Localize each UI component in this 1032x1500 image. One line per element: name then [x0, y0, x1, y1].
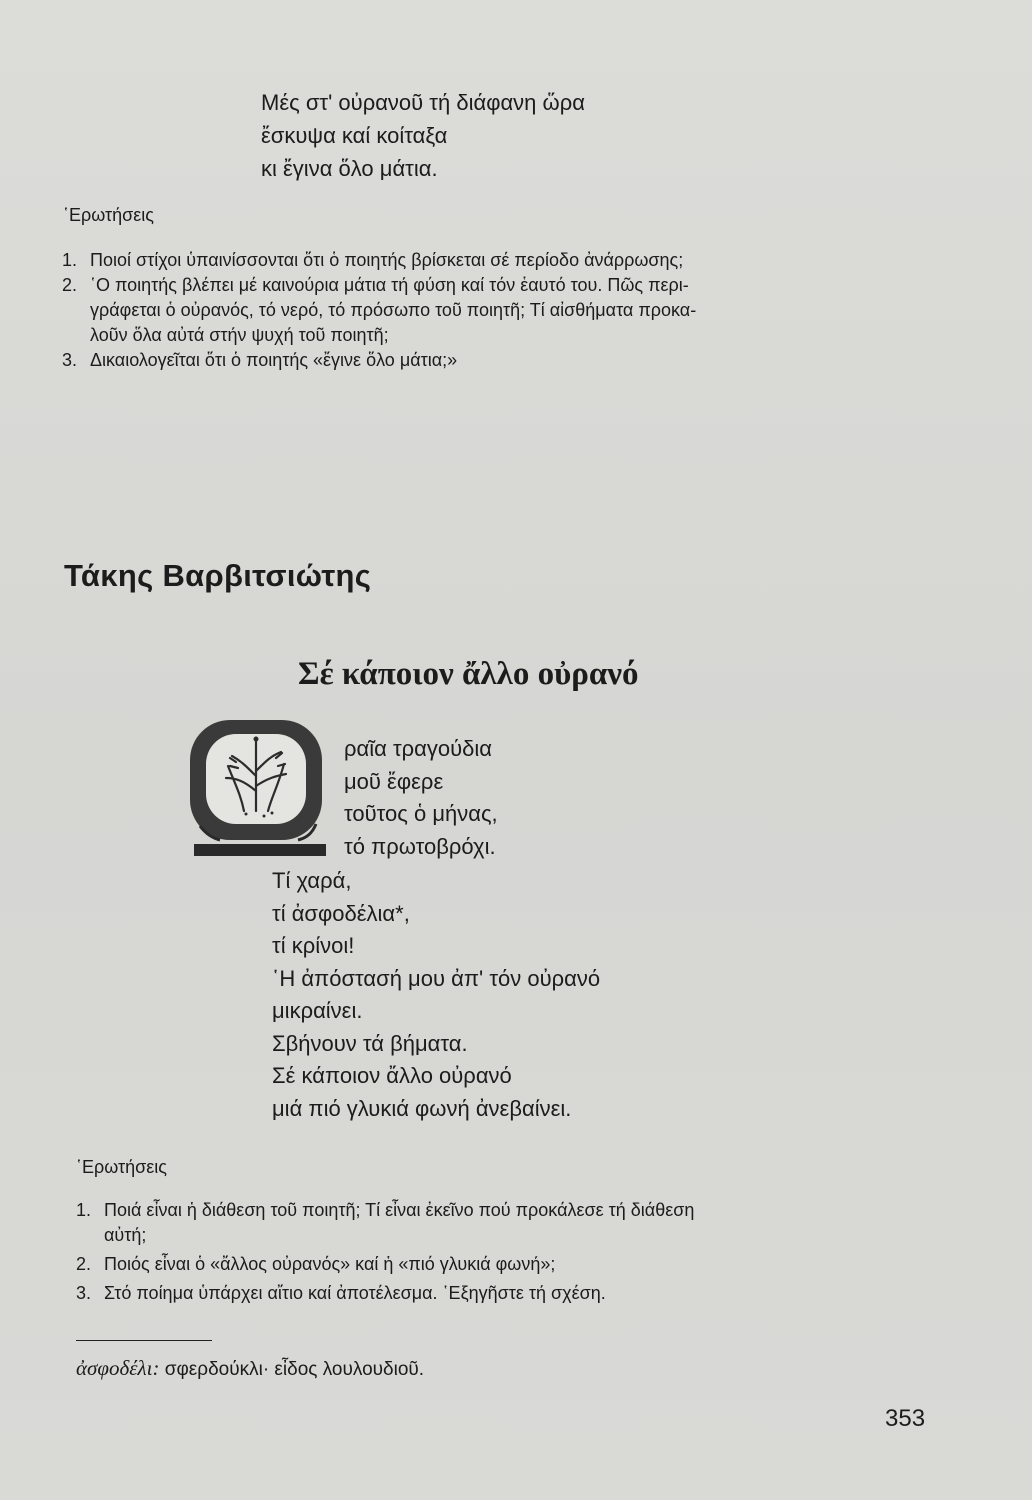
verse-line: ἔσκυψα καί κοίταξα	[261, 123, 448, 148]
poem-line: μιά πιό γλυκιά φωνή ἀνεβαίνει.	[272, 1095, 572, 1121]
poem-body	[272, 865, 600, 1125]
question-number: 2.	[62, 275, 78, 295]
question-text: Δικαιολογεῖται ὅτι ὁ ποιητής «ἔγινε ὅλο μάτια;»	[90, 350, 458, 370]
poem-line: Σβήνουν τά βήματα.	[272, 1030, 468, 1056]
page-number: 353	[885, 1405, 926, 1432]
poem-line: τί κρίνοι!	[272, 933, 355, 958]
poem-line: ραῖα τραγούδια	[344, 736, 492, 761]
decorative-drop-cap-image	[186, 716, 331, 858]
questions-heading: ῾Ερωτήσεις	[63, 205, 154, 225]
questions-list	[76, 1198, 956, 1306]
poem-line: τί ἀσφοδέλια*,	[272, 900, 410, 926]
question-item	[76, 1281, 956, 1306]
questions-list	[62, 248, 962, 373]
question-number: 2.	[76, 1254, 92, 1274]
question-item	[62, 248, 962, 273]
question-text: λοῦν ὅλα αὐτά στήν ψυχή τοῦ ποιητῆ;	[90, 325, 389, 345]
footnote-definition: σφερδούκλι· εἶδος λουλουδιοῦ.	[164, 1359, 425, 1380]
footnote	[76, 1356, 424, 1381]
poem-line: μικραίνει.	[272, 998, 363, 1023]
question-item	[76, 1252, 956, 1277]
question-text: αὐτή;	[104, 1225, 147, 1245]
poem-line: τοῦτος ὁ μήνας,	[344, 801, 498, 826]
question-item	[62, 273, 962, 348]
question-number: 3.	[76, 1283, 92, 1303]
question-item	[76, 1198, 956, 1248]
question-number: 1.	[76, 1200, 92, 1220]
verse-line: κι ἔγινα ὅλο μάτια.	[261, 156, 438, 181]
question-text: ῾Ο ποιητής βλέπει μέ καινούρια μάτια τή φύση καί τόν ἑαυτό του. Πῶς περι-	[90, 275, 689, 295]
footnote-divider	[76, 1340, 212, 1341]
poem-line: Τί χαρά,	[272, 868, 352, 893]
poem-line: Σέ κάποιον ἄλλο οὐρανό	[272, 1063, 512, 1088]
footnote-term: ἀσφοδέλι:	[76, 1356, 160, 1380]
question-text: Ποιός εἶναι ὁ «ἄλλος οὐρανός» καί ἡ «πιό γλυκιά φωνή»;	[104, 1254, 556, 1274]
question-text: γράφεται ὁ οὐρανός, τό νερό, τό πρόσωπο τοῦ ποιητῆ; Τί αἰσθήματα προκα-	[90, 300, 697, 320]
verse-excerpt	[261, 86, 585, 185]
questions-heading: ῾Ερωτήσεις	[76, 1157, 167, 1177]
poem-line: τό πρωτοβρόχι.	[344, 833, 496, 859]
question-number: 1.	[62, 250, 78, 270]
author-name: Τάκης Βαρβιτσιώτης	[64, 558, 372, 593]
question-item	[62, 348, 962, 373]
question-number: 3.	[62, 350, 78, 370]
question-text: Στό ποίημα ὑπάρχει αἴτιο καί ἀποτέλεσμα. ῾Εξηγῆστε τή σχέση.	[104, 1283, 606, 1303]
poem-line: μοῦ ἔφερε	[344, 768, 444, 794]
question-text: Ποιοί στίχοι ὑπαινίσσονται ὅτι ὁ ποιητής βρίσκεται σέ περίοδο ἀνάρρωσης;	[90, 250, 684, 270]
poem-line: ῾Η ἀπόστασή μου ἀπ' τόν οὐρανό	[272, 965, 601, 991]
poem-lines-beside-image	[344, 733, 498, 863]
verse-line: Μές στ' οὐρανοῦ τή διάφανη ὥρα	[261, 90, 585, 115]
poem-title: Σέ κάποιον ἄλλο οὐρανό	[298, 656, 639, 692]
question-text: Ποιά εἶναι ἡ διάθεση τοῦ ποιητῆ; Τί εἶναι ἐκεῖνο πού προκάλεσε τή διάθεση	[104, 1200, 695, 1220]
